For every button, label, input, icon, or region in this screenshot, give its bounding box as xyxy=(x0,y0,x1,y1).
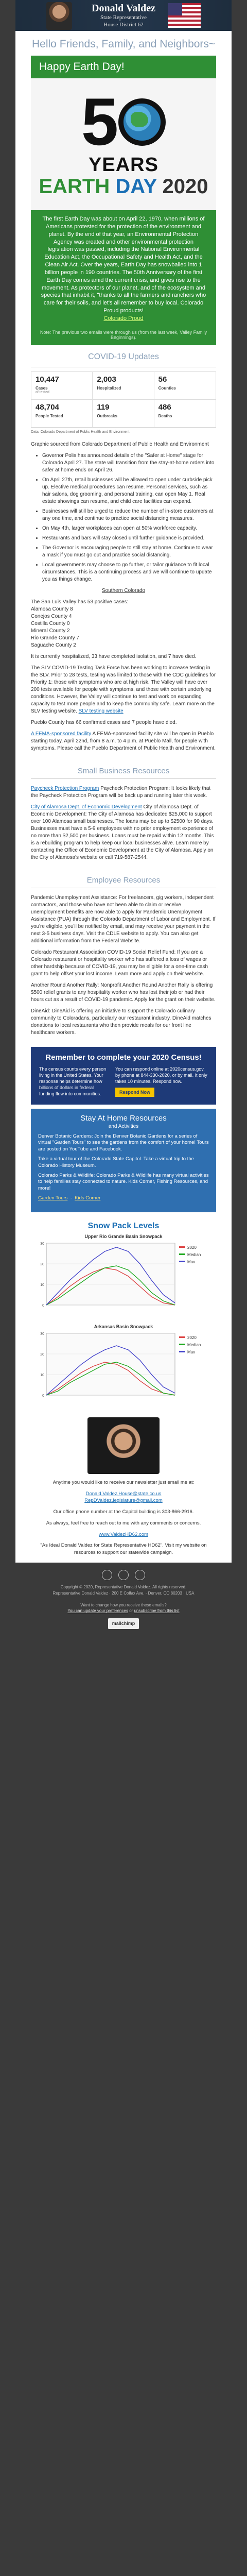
census-row xyxy=(39,1066,208,1097)
stat-value: 56 xyxy=(158,375,167,384)
southern-heading: Southern Colorado xyxy=(102,587,145,594)
email-link-1[interactable]: Donald.Valdez.House@state.co.us xyxy=(85,1490,162,1497)
census-banner xyxy=(31,1047,216,1105)
stat-cases xyxy=(31,372,93,400)
ppp-link[interactable]: Paycheck Protection Program xyxy=(31,785,99,791)
pua-paragraph: Pandemic Unemployment Assistance: For freelancers, gig workers, independent contractors, and those who have not been able to claim or receive unemployment benefits are now able to apply for Pandemic Unemployment Assistance (PUA) through the Colorado Department of Labor and Employment. If you're eligible, you'll be notified by email, and may receive your payment in the next 3-5 business days. Visit the CDLE website to apply. You can also get additional information from the Federal Website. xyxy=(31,894,216,944)
stat-value: 119 xyxy=(97,402,110,412)
stat-hospitalized xyxy=(93,372,154,400)
covid-heading: COVID-19 Updates xyxy=(31,345,216,367)
covid-bullet: • Businesses will still be urged to reduce the number of in-store customers at any one time, and continue to practice social distancing measures. xyxy=(42,508,216,522)
email-link-2[interactable]: RepDValdez.legislature@gmail.com xyxy=(84,1498,163,1504)
y-tick-label: 30 xyxy=(40,1242,44,1246)
signoff-p1: Anytime you would like to receive our newsletter just email me at: xyxy=(52,1479,195,1485)
earth-day-paragraph: The first Earth Day was about on April 22, 1970, when millions of Americans protested for the protection of the environment and planet. By the end of that year, an Environmental Protection Agency was created and other environmental protection legislation was passed, including the National Environmental Education Act, the Occupational Safety and Health Act, and the Clean Air Act. Over the years, Earth Day has snowballed into 1 billion people in 190 countries. The 50th Anniversary of the first Earth Day comes amid the current crisis, and gives rise to the movement. As protectors of our planet, and of the ecosystem and species that inhabit it, "thanks to all the farmers and ranchers who care for their soils, and let's all remember to buy local. Colorado Proud products! xyxy=(41,216,206,314)
y-tick-label: 0 xyxy=(42,1303,44,1308)
y-tick-label: 10 xyxy=(40,1373,44,1377)
earth-day-body xyxy=(31,210,216,330)
header-district: House District 62 xyxy=(103,22,144,28)
covid-bullet: • On May 4th, larger workplaces can open at 50% workforce capacity. xyxy=(42,525,216,532)
header xyxy=(15,0,232,31)
pueblo-cases: Pueblo County has 66 confirmed cases and 7 people have died. xyxy=(31,719,177,725)
social-icons xyxy=(15,1570,232,1580)
year-word: 2020 xyxy=(162,175,208,198)
earth-day-section xyxy=(15,56,232,345)
website-icon[interactable] xyxy=(135,1570,145,1580)
twitter-icon[interactable] xyxy=(118,1570,129,1580)
earth-word: EARTH xyxy=(39,175,110,198)
county-line: The San Luis Valley has 53 positive cases: xyxy=(31,599,129,605)
stat-value: 2,003 xyxy=(97,375,116,384)
snow-chart-svg-2 xyxy=(31,1329,216,1406)
respond-now-button[interactable]: Respond Now xyxy=(115,1088,154,1097)
legend-swatch xyxy=(179,1246,185,1248)
legend-swatch xyxy=(179,1344,185,1345)
covid-body xyxy=(31,439,216,758)
snow-title: Snow Pack Levels xyxy=(87,1221,160,1230)
legend-swatch xyxy=(179,1261,185,1262)
facebook-icon[interactable] xyxy=(102,1570,112,1580)
covid-bullets xyxy=(31,452,216,583)
testing-paragraph xyxy=(31,665,216,715)
stay-home-links: Garden Tours · Kids Corner xyxy=(38,1195,101,1201)
stay-home-title: Stay At Home Resources xyxy=(80,1113,167,1123)
signoff-website xyxy=(31,1531,216,1538)
covid-bullet: • Local governments may choose to go further, or tailor guidance to fit local circumstances. This is a continuing process and we will continue to update you as things change. xyxy=(42,562,216,583)
stat-label: People Tested xyxy=(36,413,63,418)
covid-bullet: • The Governor is encouraging people to still stay at home. Continue to wear a mask if you must go out and practice social distancing. xyxy=(42,545,216,559)
signature-photo xyxy=(31,1414,216,1477)
earth-day-art xyxy=(31,78,216,210)
unsubscribe-link[interactable]: unsubscribe from this list xyxy=(134,1608,180,1614)
fema-link[interactable]: A FEMA-sponsored facility xyxy=(31,731,92,737)
southern-counties xyxy=(31,599,216,649)
stat-value: 10,447 xyxy=(36,375,59,384)
stat-tested xyxy=(31,400,93,428)
southern-note: It is currently hospitalized, 33 have completed isolation, and 7 have died. xyxy=(31,653,197,659)
botanic-paragraph: Denver Botanic Gardens: Join the Denver Botanic Gardens for a series of virtual "Garden Tours" to see the gardens from the comfort of your home! Tours are posted on YouTube and Facebook. xyxy=(38,1133,209,1153)
county-line: Saguache County 2 xyxy=(31,642,76,648)
snow-chart-2 xyxy=(31,1324,216,1409)
cpw-paragraph: Colorado Parks & Wildlife: Colorado Parks & Wildlife has many virtual activities to help families stay connected to nature. Kids Corner, Fishing Resources, and more! xyxy=(38,1172,209,1192)
ppp-paragraph xyxy=(31,785,216,800)
kids-corner-link[interactable]: Kids Corner xyxy=(75,1195,101,1201)
or-text: or xyxy=(129,1608,133,1614)
capitol-paragraph: Take a virtual tour of the Colorado State Capitol. Take a virtual trip to the Colorado History Museum. xyxy=(38,1156,194,1168)
stat-label: Counties xyxy=(158,385,176,391)
legend-label: Median xyxy=(187,1252,201,1257)
footer xyxy=(15,1563,232,1634)
y-tick-label: 0 xyxy=(42,1394,44,1398)
address: Representative Donald Valdez · 200 E Colfax Ave. · Denver, CO 80203 · USA xyxy=(52,1590,195,1596)
header-text xyxy=(92,3,155,28)
prefs-links xyxy=(15,1608,232,1614)
legend-swatch xyxy=(179,1336,185,1338)
website-link[interactable]: www.ValdezHD62.com xyxy=(99,1531,148,1537)
census-right-text: You can respond online at 2020census.gov, by phone at 844-330-2020, or by mail. It only takes 10 minutes. Respond now. xyxy=(115,1066,207,1084)
stat-label: Deaths xyxy=(158,413,172,418)
county-line: Conejos County 4 xyxy=(31,613,72,619)
cra-paragraph: Colorado Restaurant Association COVID-19 Social Relief Fund: If you are a Colorado restaurant or hospitality worker who has suffered a loss of wages or other hardship because of COVID-19, you may be eligible for a one-time cash grant to help offset your lost income. Learn more and apply on their website. xyxy=(31,949,208,977)
mailchimp-badge[interactable]: mailchimp xyxy=(108,1618,139,1629)
snow-chart-1 xyxy=(31,1234,216,1319)
stat-sublabel: of tested xyxy=(36,390,49,394)
stat-label: Outbreaks xyxy=(97,413,117,418)
alamosa-paragraph xyxy=(31,804,216,861)
covid-section xyxy=(15,345,232,1563)
legend-label: Max xyxy=(187,1259,196,1264)
small-biz-body xyxy=(31,783,216,868)
stat-outbreaks xyxy=(93,400,154,428)
census-right xyxy=(115,1066,208,1097)
covid-source: Data: Colorado Department of Public Health and Environment xyxy=(31,430,130,434)
copyright: Copyright © 2020, Representative Donald Valdez, All rights reserved. xyxy=(60,1584,187,1589)
earth-day-note: Note: The previous two emails were through us (from the last week, Valley Family Beginnings). xyxy=(31,330,216,345)
representative-photo xyxy=(87,1417,160,1474)
signoff xyxy=(31,1477,216,1563)
ppp-text: Paycheck Protection Program: It looks likely that the Paycheck Protection Program will be back up and running later this week. xyxy=(31,785,211,799)
y-tick-label: 10 xyxy=(40,1283,44,1287)
covid-bullet: • On April 27th, retail businesses will be allowed to open under curbside pick up. Elective medical procedures can resume. Personal services, such as hair salons, dog grooming, and personal training, can open May 1. Real estate showings can resume, and child care facilities can expand. xyxy=(42,477,216,505)
stay-home-subtitle: and Activities xyxy=(108,1123,139,1129)
legend-label: 2020 xyxy=(187,1245,197,1250)
day-word: DAY xyxy=(115,175,157,198)
y-tick-label: 20 xyxy=(40,1262,44,1266)
header-photo xyxy=(46,2,72,30)
stat-value: 486 xyxy=(158,402,171,412)
update-preferences-link[interactable]: You can update your preferences xyxy=(67,1608,128,1614)
signoff-p4: "As Ideal Donald Valdez for State Representative HD62". Visit my website on resources to support our statewide campaign. xyxy=(40,1543,207,1556)
legend-label: Median xyxy=(187,1342,201,1347)
chart-title: Arkansas Basin Snowpack xyxy=(94,1324,153,1329)
legend-swatch xyxy=(179,1351,185,1352)
employee-body xyxy=(31,892,216,1043)
legend-label: 2020 xyxy=(187,1335,197,1340)
flag-icon xyxy=(168,3,201,28)
snow-chart-svg-1 xyxy=(31,1239,216,1316)
greeting: Hello Friends, Family, and Neighbors~ xyxy=(15,31,232,56)
small-biz-heading: Small Business Resources xyxy=(31,761,216,779)
county-line: Costilla County 0 xyxy=(31,620,70,626)
stat-counties xyxy=(154,372,216,400)
stat-label: Cases xyxy=(36,385,48,391)
big-fifty xyxy=(81,84,166,159)
signoff-p2: Our office phone number at the Capitol building is 303-866-2916. xyxy=(53,1509,194,1515)
covid-bullet: • Governor Polis has announced details of the "Safer at Home" stage for Colorado April 27. The state will transition from the stay-at-home orders into safer at home ends on April 26. xyxy=(42,452,216,474)
signoff-emails xyxy=(31,1490,216,1505)
county-line: Mineral County 2 xyxy=(31,628,70,634)
census-title: Remember to complete your 2020 Census! xyxy=(45,1053,202,1062)
header-name: Donald Valdez xyxy=(92,3,155,14)
testing-text: The SLV COVID-19 Testing Task Force has been working to increase testing in the SLV. Prior to 28 tests, testing was limited to those with the CDC guidelines for Priority 1: those with symptoms who are at high risk. The Valley will have over 200 tests available for people with symptoms, and those with certain underlying conditions. However, the Valley will continue to test and work on expanding capacity to test more people and to keep the community safe. Learn more on the SLV testing website. xyxy=(31,665,216,714)
pueblo-testing xyxy=(31,731,216,752)
chart-title: Upper Rio Grande Basin Snowpack xyxy=(84,1233,163,1239)
colorado-proud-link[interactable]: Colorado Proud xyxy=(103,315,144,321)
y-tick-label: 30 xyxy=(40,1332,44,1336)
covid-stats-grid xyxy=(31,371,216,428)
employee-heading: Employee Resources xyxy=(31,871,216,888)
slv-testing-link[interactable]: SLV testing website xyxy=(78,708,123,714)
stat-deaths xyxy=(154,400,216,428)
covid-bullet: • Restaurants and bars will stay closed until further guidance is provided. xyxy=(42,535,216,542)
legend-label: Max xyxy=(187,1349,196,1354)
alamosa-text: City of Alamosa Dept. of Economic Development: The City of Alamosa has dedicated $25,000 to support over 100 Alamosa small businesses. The loans may be up to $2500 for 90 days. Businesses must have a 5-9 employees with no prior employment experience of no more than $2,500 per business. Loans must be repaid within 12 months. This is a rebuilding program to help keep our local businesses alive. Learn more by contacting the Office of Economic Development at the City of Alamosa. Apply on the City of Alamosa's website or call 719-587-2544. xyxy=(31,804,214,860)
stat-value: 48,704 xyxy=(36,402,59,412)
another-round-paragraph: Another Round Another Rally: Nonprofit Another Round Another Rally is offering $500 relief grants to any hospitality worker who has lost their job or had their hours cut as a result of COVID-19 pandemic. Apply for the grant on their website. xyxy=(31,982,216,1003)
change-prefs: Want to change how you receive these emails? xyxy=(80,1602,167,1607)
county-line: Alamosa County 8 xyxy=(31,606,73,612)
globe-icon xyxy=(118,98,166,146)
dineaid-paragraph: DineAid: DineAid is offering an initiative to support the Colorado culinary community to Coloradans, particularly our restaurant industry. DineAid matches donations to local restaurants who then provide meals for our front line healthcare workers. xyxy=(31,1008,211,1036)
county-line: Rio Grande County 7 xyxy=(31,635,79,641)
alamosa-link[interactable]: City of Alamosa Dept. of Economic Development xyxy=(31,804,142,810)
garden-tours-link[interactable]: Garden Tours xyxy=(38,1195,68,1201)
covid-intro: Graphic sourced from Colorado Department of Public Health and Environment xyxy=(31,441,209,447)
header-subtitle: State Representative xyxy=(100,14,147,21)
earthday-wordmark xyxy=(39,176,208,197)
header-banner xyxy=(15,0,232,31)
big-fifty-digit: 5 xyxy=(81,84,117,159)
earth-day-title: Happy Earth Day! xyxy=(31,56,216,78)
census-left: The census counts every person living in the United States. Your response helps determine how billions of dollars in federal funding flow into communities. xyxy=(39,1066,107,1097)
signoff-p3: As always, feel free to reach out to me with any comments or concerns. xyxy=(46,1520,201,1526)
y-tick-label: 20 xyxy=(40,1352,44,1357)
legend-swatch xyxy=(179,1253,185,1255)
stat-label: Hospitalized xyxy=(97,385,121,391)
stay-home-section xyxy=(31,1109,216,1212)
pueblo-testing-text: A FEMA-sponsored facility site will be open in Pueblo starting today, April 22nd, from 8 a.m. to 4 p.m. at Pueblo Mall, for people with symptoms. Please call the Pueblo Department of Public Health and Environment. xyxy=(31,731,216,751)
years-label: YEARS xyxy=(89,154,158,176)
